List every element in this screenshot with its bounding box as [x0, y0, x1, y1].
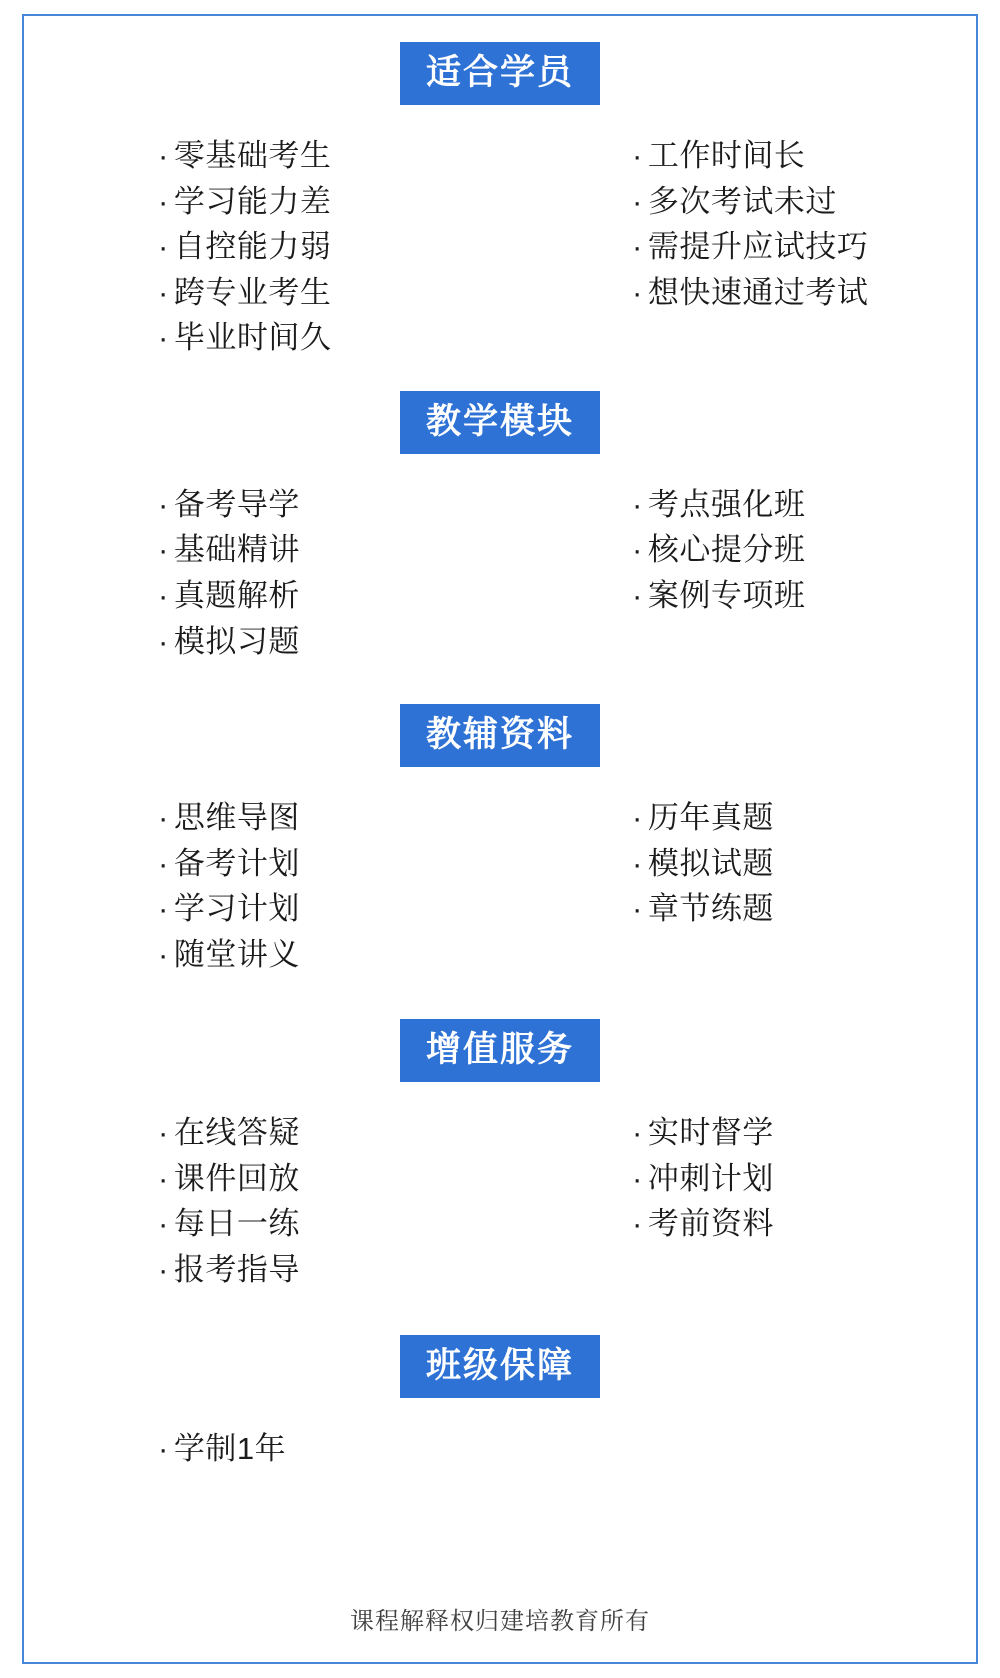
section-value-added-services	[24, 1019, 976, 1292]
bullet-dot: ·	[632, 1206, 643, 1242]
list-item-label: 模拟习题	[173, 623, 300, 659]
copyright-note: 课程解释权归建培教育所有	[350, 1608, 650, 1635]
section-title-badge: 班级保障	[400, 1335, 600, 1398]
bullet-dot: ·	[158, 1206, 169, 1242]
list-item-label: 学习能力差	[173, 183, 332, 219]
list-item-label: 案例专项班	[647, 577, 806, 613]
bullet-dot: ·	[158, 274, 169, 310]
bullet-dot: ·	[158, 229, 169, 265]
section-column-left	[24, 1426, 500, 1472]
list-item-label: 模拟试题	[647, 845, 774, 881]
list-item-label: 毕业时间久	[173, 320, 332, 356]
list-item	[632, 270, 976, 316]
bullet-dot: ·	[158, 891, 169, 927]
list-item-label: 真题解析	[173, 577, 300, 613]
list-item	[158, 886, 500, 932]
list-item	[632, 133, 976, 179]
list-item-label: 考前资料	[647, 1206, 774, 1242]
bullet-dot: ·	[158, 320, 169, 356]
list-item-label: 在线答疑	[173, 1115, 300, 1151]
section-study-materials	[24, 704, 976, 977]
bullet-dot: ·	[158, 532, 169, 568]
bullet-dot: ·	[632, 183, 643, 219]
list-item-label: 核心提分班	[647, 532, 806, 568]
bullet-dot: ·	[158, 800, 169, 836]
section-columns	[24, 460, 976, 664]
section-column-right	[500, 133, 976, 361]
section-column-right	[500, 795, 976, 977]
bullet-dot: ·	[158, 936, 169, 972]
list-item	[158, 932, 500, 978]
section-columns	[24, 773, 976, 977]
list-item-label: 冲刺计划	[647, 1160, 774, 1196]
section-header	[24, 42, 976, 105]
bullet-dot: ·	[632, 800, 643, 836]
list-item	[632, 179, 976, 225]
bullet-dot: ·	[632, 138, 643, 173]
section-title-badge: 教辅资料	[400, 704, 600, 767]
list-item	[632, 841, 976, 887]
bullet-dot: ·	[158, 183, 169, 219]
list-item	[158, 315, 500, 361]
list-item-label: 需提升应试技巧	[647, 229, 869, 265]
poster-frame	[22, 14, 978, 1664]
list-item	[158, 133, 500, 179]
section-column-left	[24, 1110, 500, 1292]
list-item	[158, 224, 500, 270]
list-item-label: 工作时间长	[647, 138, 806, 173]
list-item-label: 备考导学	[173, 486, 300, 522]
bullet-dot: ·	[632, 1160, 643, 1196]
list-item-label: 基础精讲	[173, 532, 300, 568]
bullet-dot: ·	[632, 891, 643, 927]
bullet-dot: ·	[158, 577, 169, 613]
list-item	[158, 1201, 500, 1247]
list-item-label: 考点强化班	[647, 486, 806, 522]
list-item	[158, 1156, 500, 1202]
list-item-label: 备考计划	[173, 845, 300, 881]
list-item-label: 跨专业考生	[173, 274, 332, 310]
list-item-label: 实时督学	[647, 1115, 774, 1151]
section-title-badge: 增值服务	[400, 1019, 600, 1082]
list-item	[158, 270, 500, 316]
section-column-left	[24, 482, 500, 664]
section-suitable-students	[24, 42, 976, 361]
bullet-dot: ·	[158, 486, 169, 522]
list-item-label: 思维导图	[173, 800, 300, 836]
list-item	[632, 1110, 976, 1156]
list-item-label: 每日一练	[173, 1206, 300, 1242]
bullet-dot: ·	[632, 486, 643, 522]
list-item-label: 零基础考生	[173, 138, 332, 173]
section-column-right	[500, 1426, 976, 1472]
bullet-dot: ·	[158, 1160, 169, 1196]
section-column-right	[500, 1110, 976, 1292]
bullet-dot: ·	[158, 1430, 169, 1466]
list-item	[158, 527, 500, 573]
bullet-dot: ·	[158, 623, 169, 659]
bullet-dot: ·	[632, 229, 643, 265]
bullet-dot: ·	[158, 1115, 169, 1151]
list-item	[158, 482, 500, 528]
list-item-label: 课件回放	[173, 1160, 300, 1196]
list-item	[158, 841, 500, 887]
section-header	[24, 1019, 976, 1082]
list-item	[632, 795, 976, 841]
section-class-guarantee	[24, 1335, 976, 1472]
list-item-label: 想快速通过考试	[647, 274, 869, 310]
bullet-dot: ·	[632, 1115, 643, 1151]
list-item-label: 章节练题	[647, 891, 774, 927]
bullet-dot: ·	[158, 845, 169, 881]
section-title-badge: 教学模块	[400, 391, 600, 454]
section-column-left	[24, 133, 500, 361]
list-item	[158, 573, 500, 619]
section-header	[24, 391, 976, 454]
list-item	[158, 179, 500, 225]
bullet-dot: ·	[158, 138, 169, 173]
section-columns	[24, 1088, 976, 1292]
section-header	[24, 1335, 976, 1398]
section-columns	[24, 1404, 976, 1472]
section-header	[24, 704, 976, 767]
section-column-right	[500, 482, 976, 664]
list-item-label: 学习计划	[173, 891, 300, 927]
list-item	[632, 1156, 976, 1202]
bullet-dot: ·	[632, 577, 643, 613]
bullet-dot: ·	[158, 1252, 169, 1287]
bullet-dot: ·	[632, 274, 643, 310]
list-item	[158, 1110, 500, 1156]
list-item	[158, 1247, 500, 1293]
section-column-left	[24, 795, 500, 977]
list-item	[158, 795, 500, 841]
bullet-dot: ·	[632, 532, 643, 568]
list-item-label: 学制1年	[173, 1430, 287, 1466]
section-title-badge: 适合学员	[400, 42, 600, 105]
list-item-label: 历年真题	[647, 800, 774, 836]
list-item	[632, 573, 976, 619]
list-item	[158, 619, 500, 665]
bullet-dot: ·	[632, 845, 643, 881]
list-item	[632, 224, 976, 270]
list-item-label: 多次考试未过	[647, 183, 837, 219]
list-item-label: 随堂讲义	[173, 936, 300, 972]
list-item	[632, 886, 976, 932]
list-item	[632, 527, 976, 573]
list-item-label: 报考指导	[173, 1252, 300, 1287]
section-teaching-modules	[24, 391, 976, 664]
list-item	[632, 482, 976, 528]
list-item-label: 自控能力弱	[173, 229, 332, 265]
section-columns	[24, 111, 976, 361]
list-item	[158, 1426, 500, 1472]
list-item	[632, 1201, 976, 1247]
